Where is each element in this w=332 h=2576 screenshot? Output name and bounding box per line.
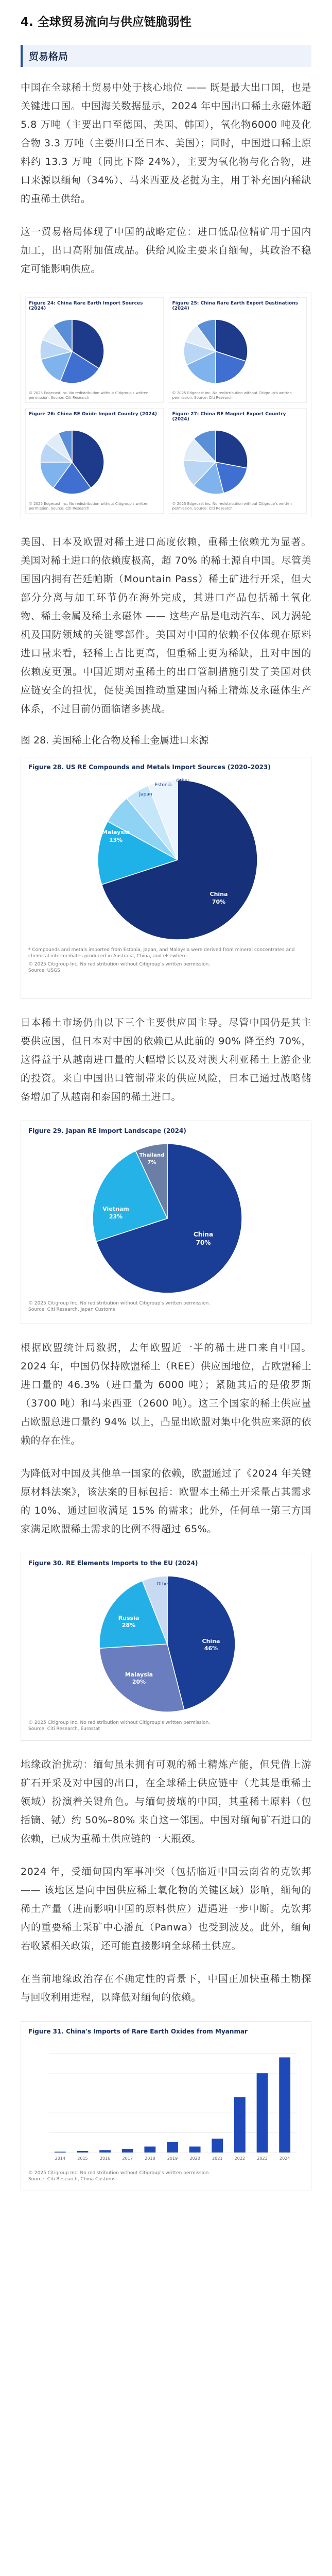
tick-label: 2020 (189, 2156, 200, 2161)
article (0, 12, 332, 2191)
paragraph: 美国、日本及欧盟对稀土进口高度依赖，重稀土依赖尤为显著。美国对稀土进口的依赖度极高，超 70% 的稀土源自中国。尽管美国国内拥有芒廷帕斯（Mountain Pass）稀土矿进行开采，但大部分分离与加工环节仍在海外完成，其进口产品包括稀土氧化物、稀土金属及稀土永磁体 —— 这些产品是电动汽车、风力涡轮机及国防领域的关键零部件。美国对中国的依赖不仅体现在原料进口量来看，轻稀土占比更高，但重稀土更为稀缺，且对中国的依赖度更强。中国近期对重稀土的出口管制措施引发了美国对供应链安全的担忧，促使美国推动重建国内稀土精炼及永磁体生产体系，不过目前仍面临诸多挑战。 (21, 536, 311, 715)
mini-figure: Figure 27: China RE Magnet Export Country (2024) © 2025 Edgecast Inc. No redistribution without Citigroup's written permission. Source: Citi Research (169, 408, 307, 514)
tick-label: 2019 (167, 2156, 178, 2161)
label-other: Other (176, 778, 189, 784)
bar-chart-myanmar (28, 2039, 304, 2168)
bar (99, 2150, 111, 2153)
tick-label: 2024 (279, 2156, 290, 2161)
mini-figure: Figure 24: China Rare Earth Import Sources (2024) © 2025 Edgecast Inc. No redistribution without Citigroup's written permission. Source: Citi Research (25, 297, 164, 403)
page-title: 4. 全球贸易流向与供应链脆弱性 (21, 15, 191, 29)
pie-chart-eu (28, 1571, 304, 1718)
label-malaysia: Malaysia (125, 1671, 153, 1678)
bar (279, 2057, 290, 2153)
bar (55, 2151, 66, 2153)
paragraph: 中国在全球稀土贸易中处于核心地位 —— 既是最大出口国，也是关键进口国。中国海关数据显示，2024 年中国出口稀土永磁体超 5.8 万吨（主要出口至德国、美国、韩国），氧化物6000 吨及化合物 3.3 万吨（主要出口至日本、美国）；同时，中国进口稀土原料约 13.3 万吨（同比下降 24%），主要为氧化物与化合物，进口来源以缅甸（34%）、马来西亚及老挝为主，用于补充国内稀缺的重稀土供给。 (21, 82, 311, 205)
paragraph: 日本稀土市场仍由以下三个主要供应国主导。尽管中国仍是其主要供应国，但日本对中国的依赖已从此前的 90% 降至约 70%，这得益于从越南进口量的大幅增长以及对澳大利亚稀土上游企业的投资。来自中国出口管制带来的供应风险，日本已通过战略储备增加了从越南和泰国的稀土进口。 (21, 1017, 311, 1103)
bar (189, 2146, 201, 2153)
pie-chart (180, 426, 252, 498)
label-vietnam: Vietnam (102, 1206, 129, 1212)
value-thailand: 7% (147, 1160, 156, 1165)
bar (257, 2073, 268, 2153)
value-china: 70% (196, 1239, 211, 1246)
bar (144, 2146, 155, 2153)
mini-pie-3-slice-0 (216, 430, 248, 468)
label-thailand: Thailand (139, 1153, 165, 1158)
label-malaysia: Malaysia (101, 829, 130, 836)
label-china: China (202, 1638, 220, 1645)
tick-label: 2022 (234, 2156, 246, 2161)
tick-label: 2018 (145, 2156, 155, 2161)
tick-label: 2021 (212, 2156, 223, 2161)
label-estonia: Estonia (154, 783, 172, 788)
bar (234, 2097, 246, 2153)
tick-label: 2023 (257, 2156, 268, 2161)
bar (167, 2142, 178, 2153)
value-china: 70% (212, 899, 226, 905)
pie-chart-us (28, 775, 304, 945)
value-vietnam: 23% (109, 1213, 123, 1220)
paragraph: 地缘政治扰动：缅甸虽未拥有可观的稀土精炼产能，但凭借上游矿石开采及对中国的出口，在全球稀土供应链中（尤其是重稀土领域）扮演着关键角色。与缅甸接壤的中国，其重稀土原料（包括镝、铽）约 50%–80% 来自这一邻国。中国对缅甸矿石进口的依赖，已成为重稀土供应链的一大瓶颈。 (21, 1759, 311, 1844)
paragraph: 根据欧盟统计局数据，去年欧盟近一半的稀土进口来自中国。2024 年，中国仍保持欧盟稀土（REE）供应国地位，占欧盟稀土进口量的 46.3%（进口量为 6000 吨）；紧随其后的是俄罗斯（3700 吨）和马来西亚（2600 吨）。这三个国家的稀土供应量占欧盟总进口量约 94% 以上，凸显出欧盟对集中化供应来源的依赖的存在性。 (21, 1342, 311, 1446)
section-heading: 贸易格局 (21, 45, 311, 67)
label-china: China (193, 1231, 214, 1238)
pie-chart (36, 315, 108, 387)
value-russia: 28% (121, 1622, 136, 1629)
mini-figure: Figure 25: China Rare Earth Export Destinations (2024) © 2025 Edgecast Inc. No redistribution without Citigroup's written permission. Source: Citi Research (169, 297, 307, 403)
pie-chart (180, 315, 252, 387)
tick-label: 2016 (99, 2156, 111, 2161)
bar (212, 2139, 223, 2153)
pie-chart-japan (28, 1139, 304, 1298)
figure-31: Figure 31. China's Imports of Rare Earth Oxides from Myanmar 2014 2015 2016 2017 2018 2019 2020 2021 2022 2023 2024 © 2025 Citigroup Inc. No redistribution without Citigroup's written permission. Source: Citi Research, China Customs (21, 2021, 311, 2191)
figure-caption: 图 28. 美国稀土化合物及稀土金属进口来源 (21, 735, 209, 746)
label-japan: Japan (139, 792, 152, 797)
value-malaysia: 20% (132, 1679, 146, 1685)
figure-30: Figure 30. RE Elements Imports to the EU (2024) China 46% Russia 28% Malaysia 20% Other © 2025 Citigroup Inc. No redistribution without Citigroup's written permission. Source: Citi Research, Eurostat (21, 1553, 311, 1741)
value-china: 46% (204, 1645, 218, 1652)
value-malaysia: 13% (109, 837, 123, 843)
bar (122, 2149, 133, 2153)
tick-label: 2014 (55, 2156, 65, 2161)
label-china: China (209, 891, 228, 897)
paragraph: 2024 年，受缅甸国内军事冲突（包括临近中国云南省的克钦邦 —— 该地区是向中国供应稀土氧化物的关键区域）影响，缅甸的稀土产量（进而影响中国的原料供应）遭遇进一步中断。克钦邦内的重要稀土采矿中心潘瓦（Panwa）也受到波及。此外，缅甸若收紧相关政策，还可能直接影响全球稀土供应。 (21, 1866, 311, 1952)
paragraph: 为降低对中国及其他单一国家的依赖，欧盟通过了《2024 年关键原材料法案》，该法案的目标包括：欧盟本土稀土开采量占其需求的 10%、通过回收满足 15% 的需求；此外，任何单一第三方国家满足欧盟稀土需求的比例不得超过 65%。 (21, 1468, 311, 1535)
tick-label: 2017 (122, 2156, 133, 2161)
paragraph: 这一贸易格局体现了中国的战略定位：进口低品位精矿用于国内加工，出口高附加值成品。供给风险主要来自缅甸，其政治不稳定可能影响供应。 (21, 226, 311, 275)
label-other: Other (156, 1582, 170, 1587)
tick-label: 2015 (77, 2156, 88, 2161)
figure-grid (21, 293, 311, 518)
bar (77, 2151, 89, 2153)
paragraph: 在当前地缘政治存在不确定性的背景下，中国正加快重稀土勘探与回收利用进程，以降低对缅甸的依赖。 (21, 1973, 311, 2003)
figure-28: Figure 28. US RE Compounds and Metals Import Sources (2020–2023) China 70% Malaysia 13% Japan Estonia Other * Compounds and metals imported from Estonia, Japan, and Malaysia were derived from mineral concentrates and chemical intermediates produced in Australia, China, and elsewhere. © 2025 Citigroup Inc. No redistribution without Citigroup's written permission. Source: USGS (21, 757, 311, 999)
mini-figure: Figure 26: China RE Oxide Import Country (2024) © 2025 Edgecast Inc. No redistribution without Citigroup's written permission. Source: Citi Research (25, 408, 164, 514)
pie-chart (36, 426, 108, 498)
figure-29: Figure 29. Japan RE Import Landscape (2024) China 70% Vietnam 23% Thailand 7% © 2025 Citigroup Inc. No redistribution without Citigroup's written permission. Source: Citi Research, Japan Customs (21, 1121, 311, 1324)
label-russia: Russia (118, 1615, 139, 1621)
